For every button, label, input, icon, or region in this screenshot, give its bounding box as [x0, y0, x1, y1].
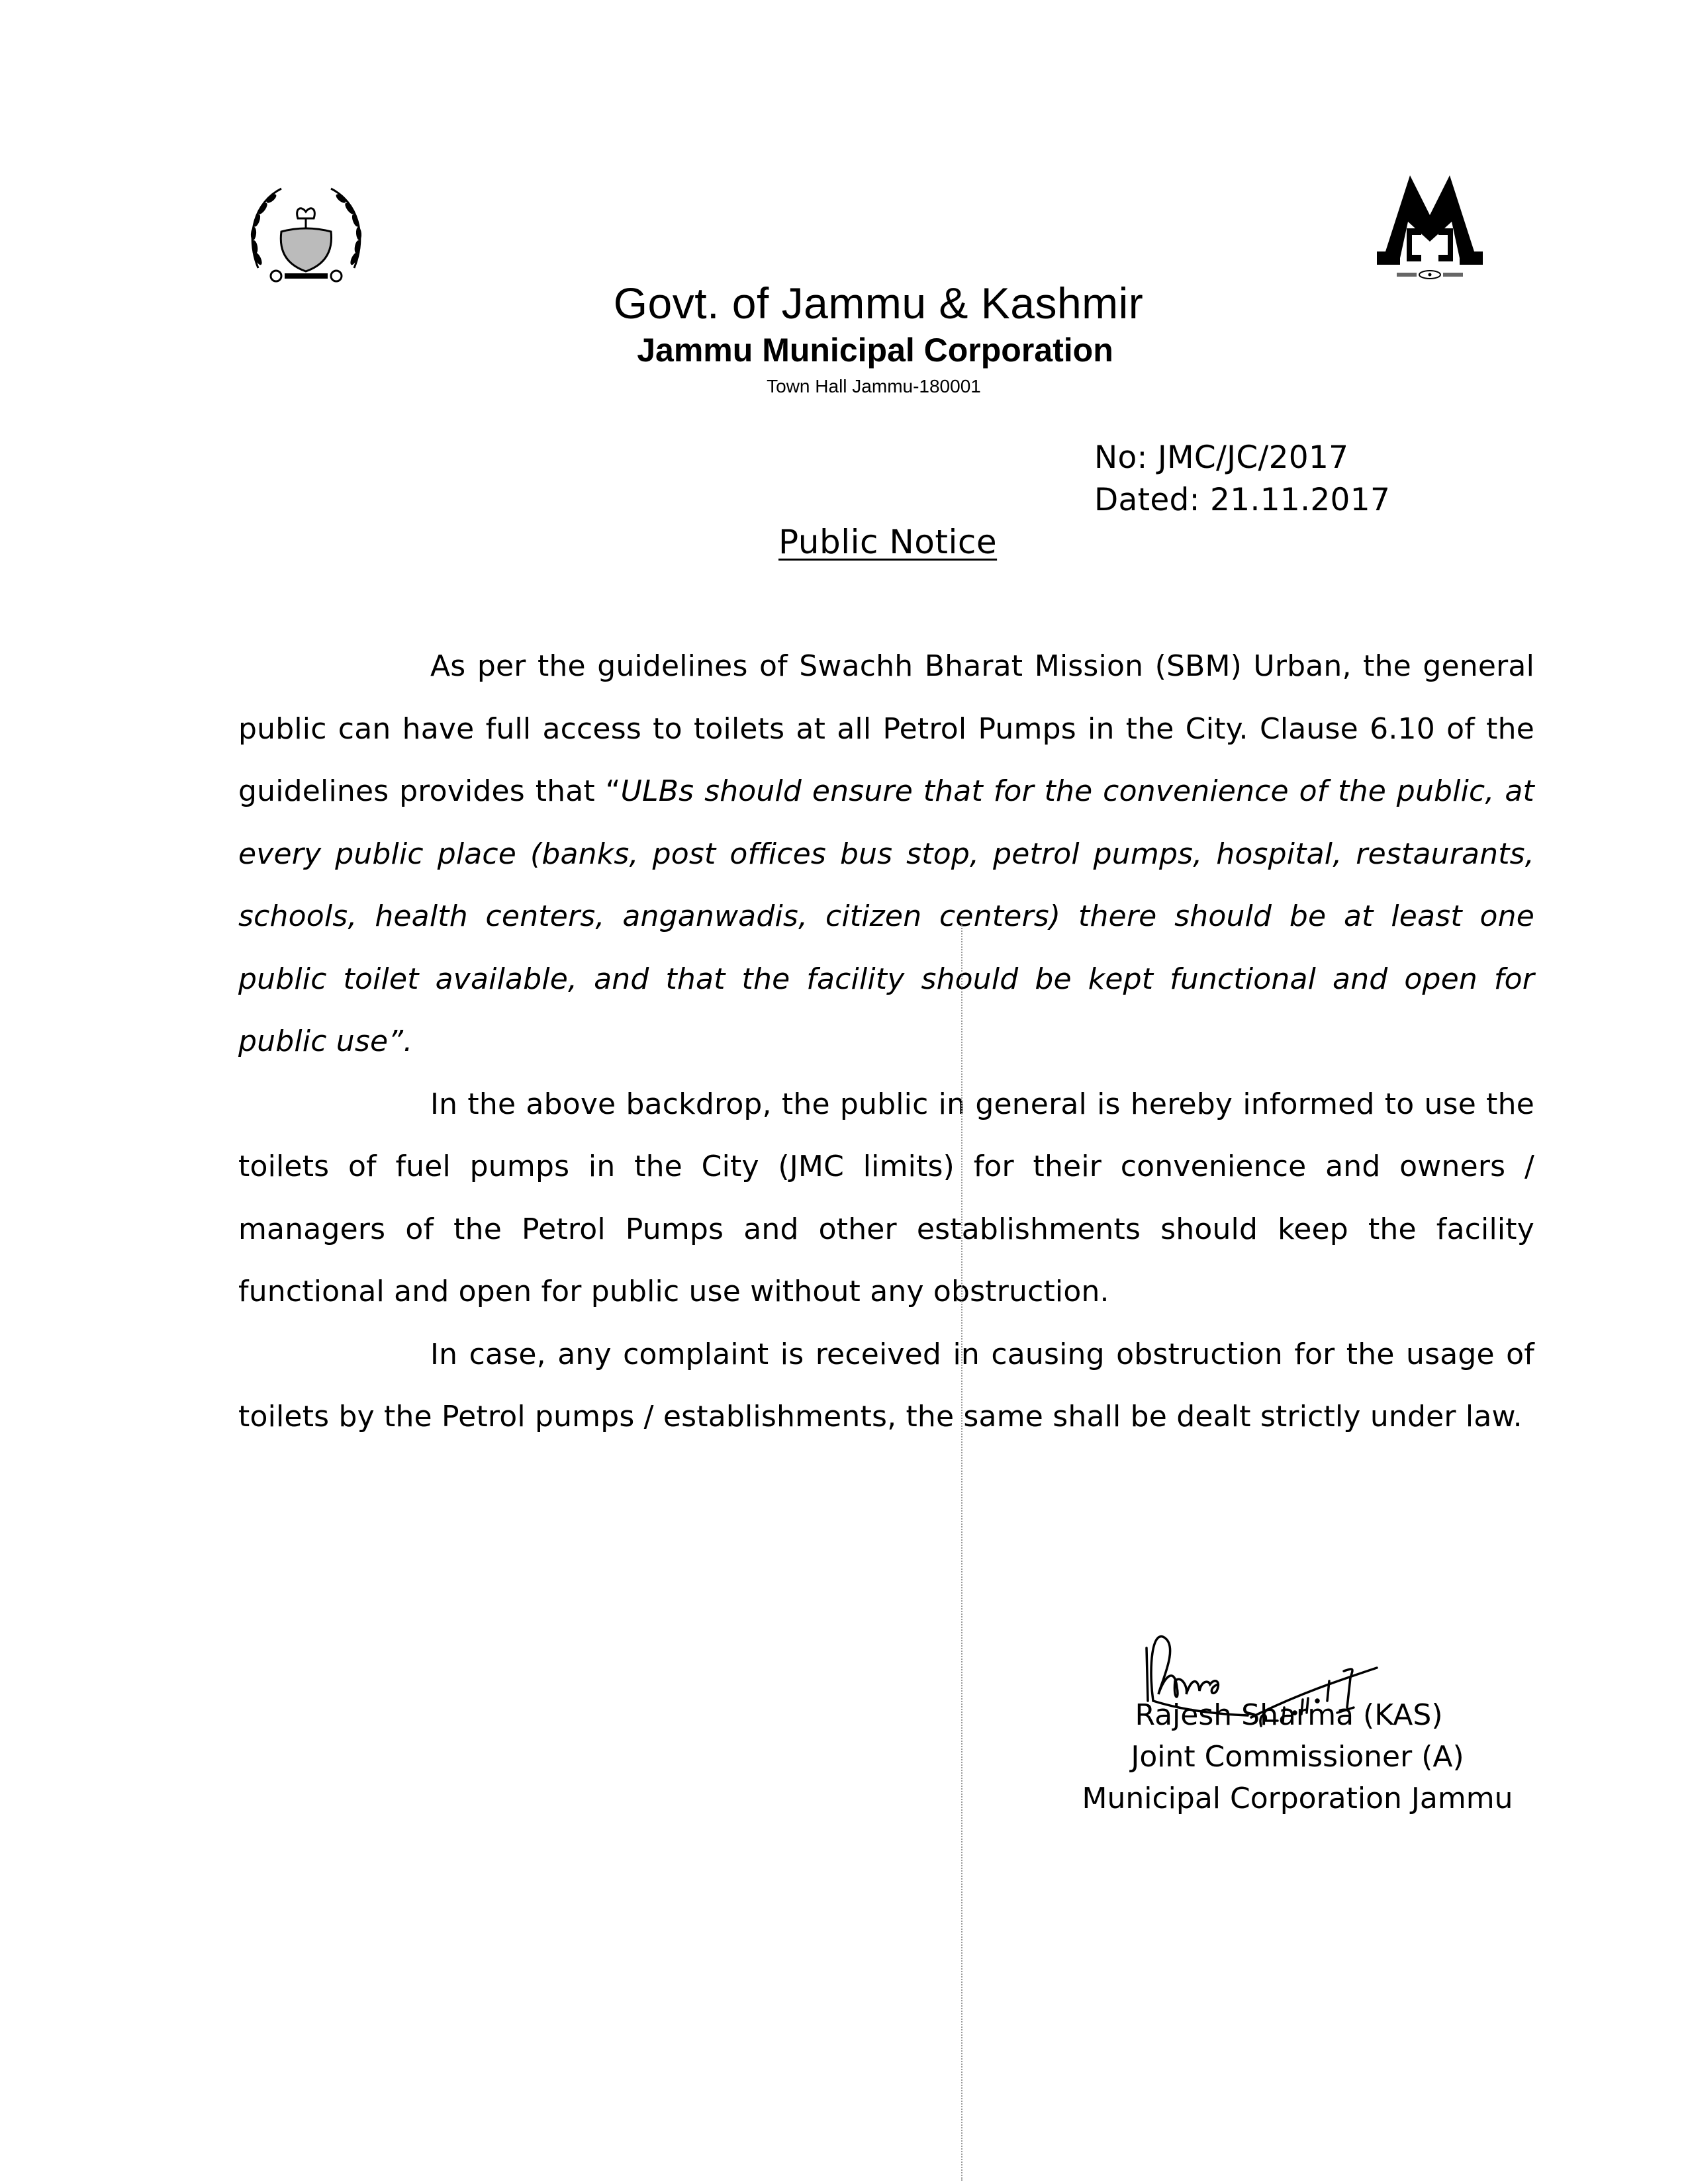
signatory-designation: Joint Commissioner (A)	[1131, 1740, 1464, 1774]
guideline-quote: ULBs should ensure that for the convenience of the public, at every public place (banks, post offices bus stop, petrol pumps, hospital, restaurants, schools, health centers, anganwadis, citizen centers) there should be at least one public toilet available, and that the facility should be kept functional and open for public use	[238, 774, 1534, 1058]
signatory-block	[1033, 1694, 1562, 1819]
state-emblem-icon	[235, 175, 377, 288]
signatory-office: Municipal Corporation Jammu	[1082, 1782, 1513, 1815]
reference-date: Dated: 21.11.2017	[1094, 482, 1391, 518]
notice-body	[238, 635, 1534, 1449]
signatory-name: Rajesh Sharma (KAS)	[1135, 1698, 1443, 1732]
reference-block	[1094, 437, 1390, 522]
organization-address: Town Hall Jammu-180001	[767, 376, 981, 396]
notice-title: Public Notice	[778, 523, 998, 561]
letterhead-title: Govt. of Jammu & Kashmir	[613, 279, 1144, 328]
reference-number: No: JMC/JC/2017	[1094, 439, 1349, 476]
jmc-logo-icon	[1374, 169, 1486, 285]
paragraph-1	[238, 635, 1534, 1073]
paragraph-2: In the above backdrop, the public in general is hereby informed to use the toilets of fuel pumps in the City (JMC limits) for their convenience and owners / managers of the Petrol Pumps and other establishments should keep the facility functional and open for public use without any obstruction.	[238, 1087, 1534, 1308]
paragraph-3: In case, any complaint is received in causing obstruction for the usage of toilets by the Petrol pumps / establishments, the same shall be dealt strictly under law.	[238, 1337, 1534, 1433]
scan-artifact-line	[961, 923, 962, 2181]
paragraph-1-intro: As per the guidelines of Swachh Bharat Mission (SBM) Urban, the general public can have full access to toilets at all Petrol Pumps in the City. Clause 6.10 of the guidelines provides that “	[238, 649, 1534, 808]
quote-close: ”.	[388, 1024, 413, 1058]
organization-name: Jammu Municipal Corporation	[637, 332, 1113, 369]
